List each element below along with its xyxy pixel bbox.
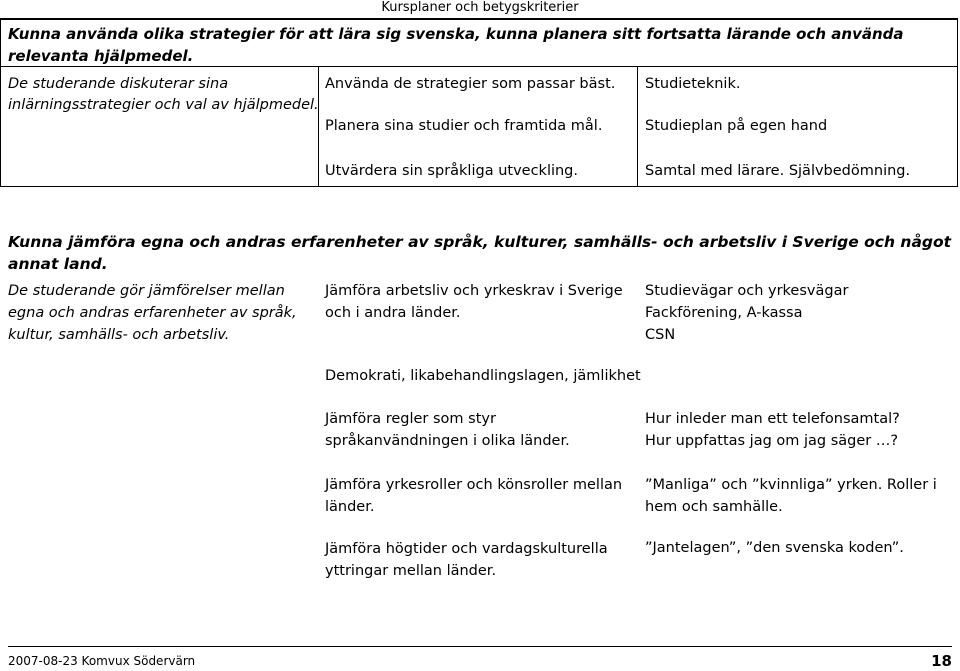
section2-row1-right: Studievägar och yrkesvägar Fackförening, A-kassa CSN [645,283,849,343]
section1-description: De studerande diskuterar sina inlärningsstrategier och val av hjälpmedel. [8,76,319,113]
section1-goal-1: Använda de strategier som passar bäst. [325,76,616,92]
footer-date-school: 2007-08-23 Komvux Södervärn [8,654,196,668]
page-header-title: Kursplaner och betygskriterier [381,0,579,15]
page-number: 18 [931,652,952,670]
section2-row2-middle: Demokrati, likabehandlingslagen, jämlikhet [325,368,641,384]
table1-col-divider-2 [637,66,638,187]
section1-goal-2: Planera sina studier och framtida mål. [325,118,603,134]
section1-content-1: Studieteknik. [645,76,741,92]
section2-row3-middle: Jämföra regler som styr språkanvändningen i olika länder. [325,411,570,449]
section1-heading: Kunna använda olika strategier för att lära sig svenska, kunna planera sitt fortsatta lärande och använda relevanta hjälpmedel. [8,25,904,65]
section1-content-3: Samtal med lärare. Självbedömning. [645,163,911,179]
section2-row1-middle: Jämföra arbetsliv och yrkeskrav i Sverige och i andra länder. [325,283,623,321]
table1-left-border [0,18,1,187]
table1-bottom-border [0,186,958,187]
table1-right-border [957,18,958,187]
section2-row3-right: Hur inleder man ett telefonsamtal? Hur uppfattas jag om jag säger …? [645,411,900,449]
section2-description: De studerande gör jämförelser mellan egna och andras erfarenheter av språk, kultur, samhälls- och arbetsliv. [8,283,297,343]
section2-row5-middle: Jämföra högtider och vardagskulturella yttringar mellan länder. [325,541,608,579]
section2-row4-middle: Jämföra yrkesroller och könsroller mellan länder. [325,477,623,515]
section2-row5-right: ”Jantelagen”, ”den svenska koden”. [645,540,904,556]
section1-goal-3: Utvärdera sin språkliga utveckling. [325,163,578,179]
section2-heading: Kunna jämföra egna och andras erfarenheter av språk, kulturer, samhälls- och arbetsliv i Sverige och något annat land. [8,233,952,273]
section1-content-2: Studieplan på egen hand [645,118,828,134]
section2-row4-right: ”Manliga” och ”kvinnliga” yrken. Roller i hem och samhälle. [645,477,937,515]
table1-top-border [0,18,958,20]
footer-rule [8,646,952,647]
